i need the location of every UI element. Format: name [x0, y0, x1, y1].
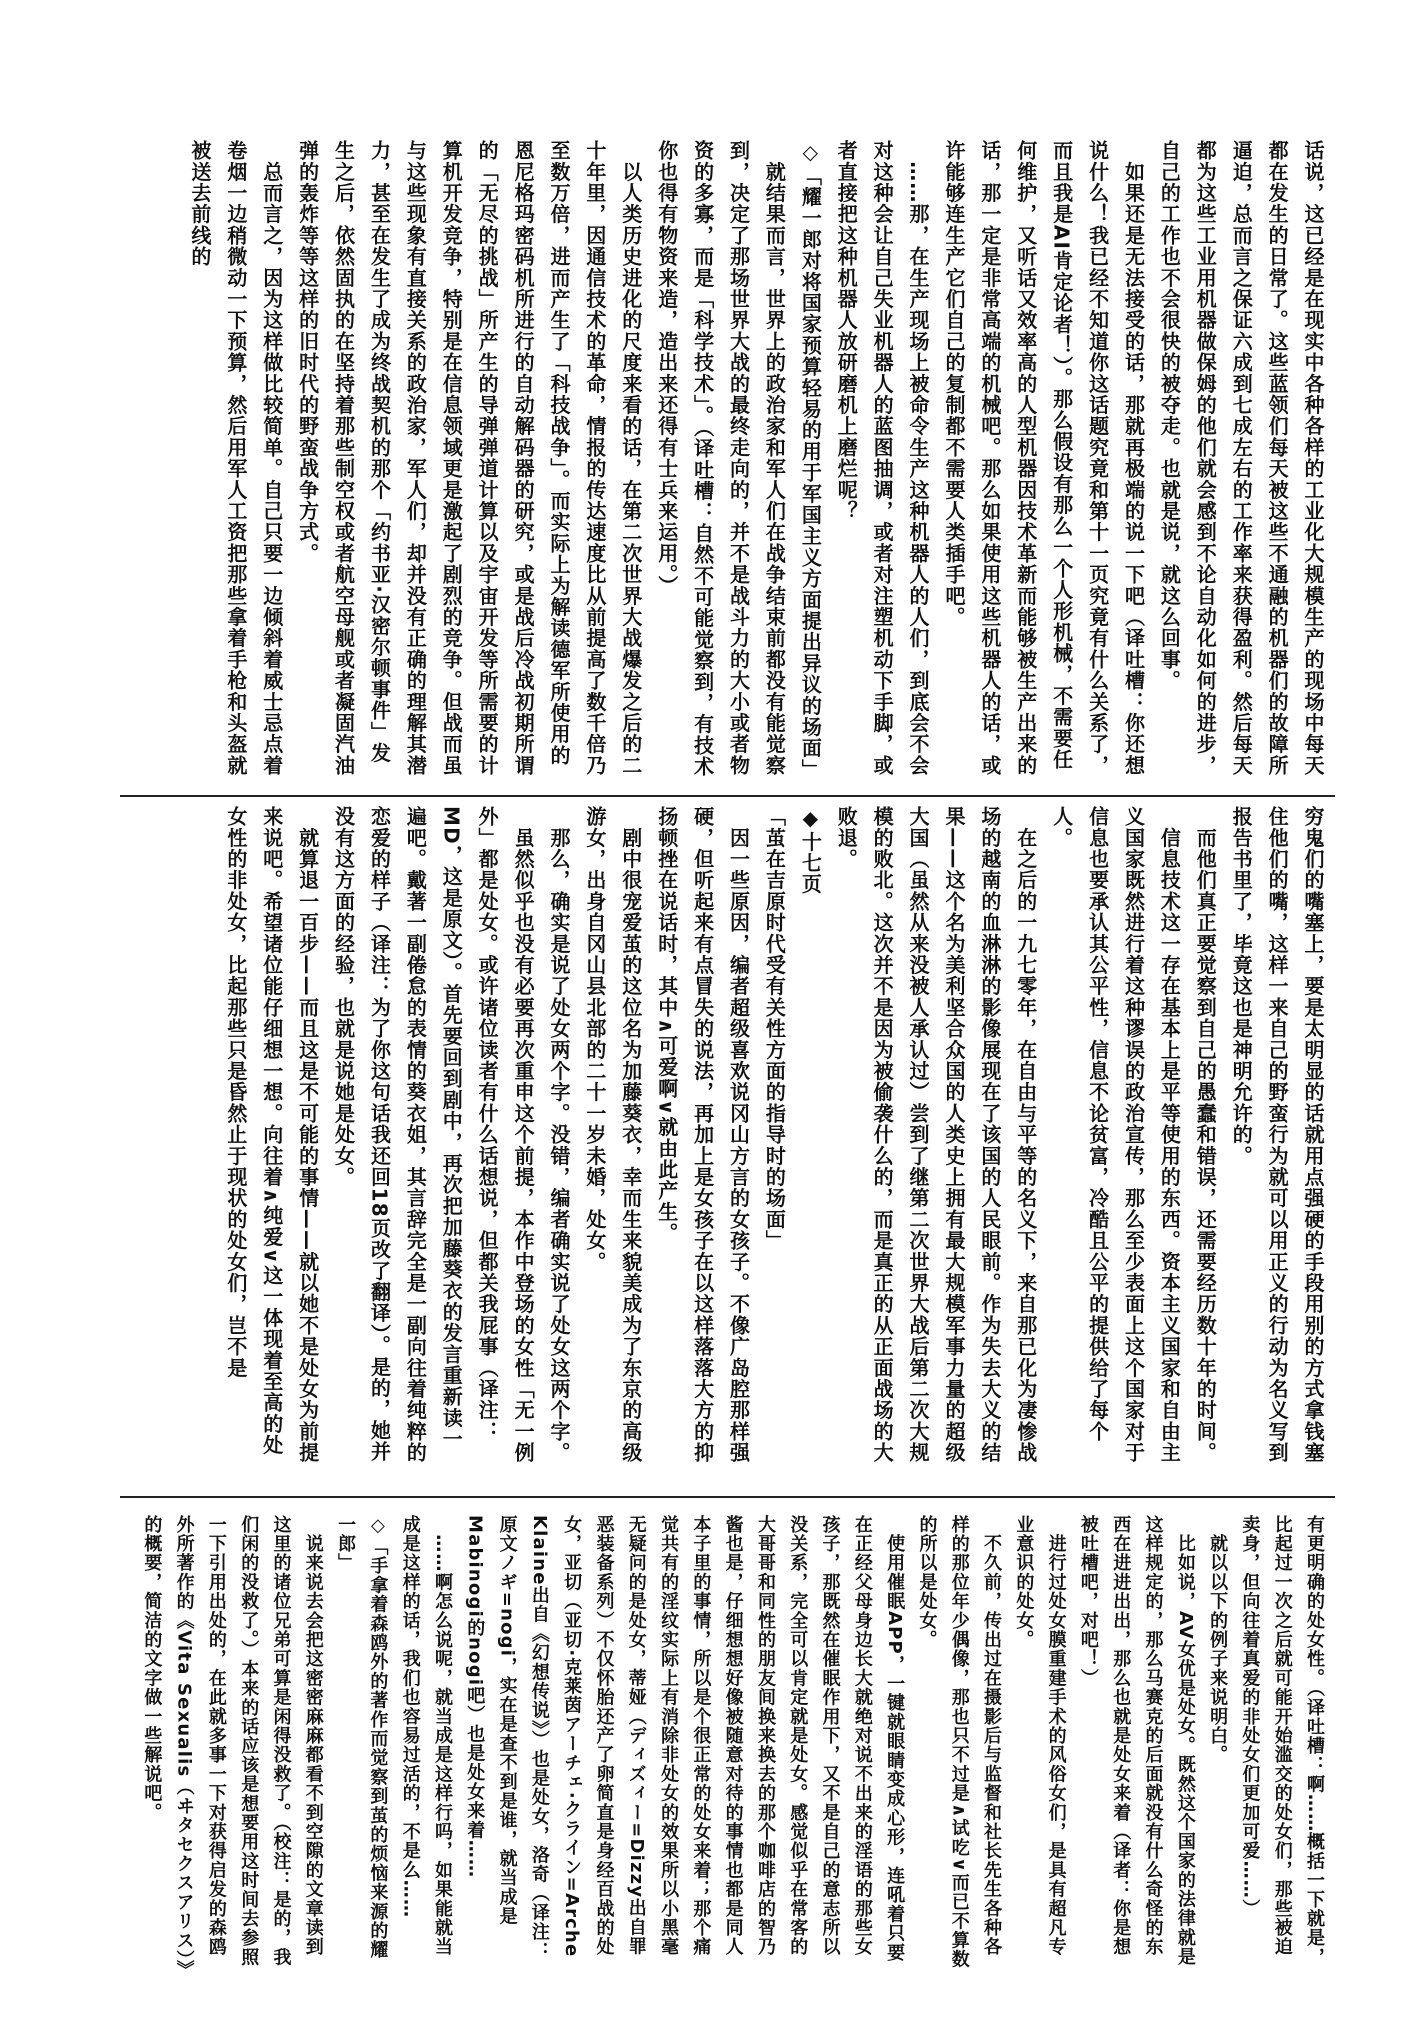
text-column-group-top: 话说，这已经是在现实中各种各样的工业化大规模生产的现场中每天都在发生的日常了。这些蓝领们每天被这些不通融的机器们的故障所逼迫，总而言之保证六成到七成左右的工作率来获得盈利。然后每天都为这些工业用机器做保姆的他们就会感到不论自动化如何的进步，自己的工作也不会很快的被夺走。也就是说，就这么回事。 如果还是无法接受的话，那就再极端的说一下吧（译吐槽：你还想说什么！我已经不知道你这话题究竟和第十一页究竟有什么关系了，而且我是AI肯定论者！）。那么假设有那么一个人形机械，不需要任何维护，又听话又效率高的人型机器因技术革新而能够被生产出来的话，那一定是非常高端的机械吧。那么如果使用这些机器人的话，或许能够连生产它们自己的复制都不需要人类插手吧。 ……那，在生产现场上被命令生产这种机器人的人们，到底会不会对这种会让自己失业机器人的蓝图抽调，或者对注塑机动下手脚，或者直接把这种机器人放研磨机上磨烂呢？ ◇「耀一郎对将国家预算轻易的用于军国主义方面提出异议的场面」 就结果而言，世界上的政治家和军人们在战争结束前都没有能觉察到，决定了那场世界大战的最终走向的，并不是战斗力的大小或者物资的多寡，而是「科学技术」。（译吐槽：自然不可能觉察到，有技术你也得有物资来造，造出来还得有士兵来运用。） 以人类历史进化的尺度来看的话，在第二次世界大战爆发之后的二十年里，因通信技术的革命，情报的传达速度比从前提高了数千倍乃至数万倍，进而产生了「科技战争」。而实际上为解读德军所使用的恩尼格玛密码机所进行的自动解码器的研究，或是战后冷战初期所谓的「无尽的挑战」所产生的导弹弹道计算以及宇宙开发等所需要的计算机开发竞争，特别是在信息领域更是激起了剧烈的竞争。但战而虽与这些现象有直接关系的政治家，军人们，却并没有正确的理解其潜力，甚至在发生了成为终战契机的那个「约书亚·汉密尔顿事件」发生之后，依然固执的在坚持着那些制空权或者航空母舰或者凝固汽油弹的轰炸等等这样的旧时代的野蛮战争方式。 总而言之，因为这样做比较简单。自己只要一边倾斜着威士忌点着卷烟一边稍微动一下预算，然后用军人工资把那些拿着手枪和头盔就被送去前线的 [187, 140, 1325, 780]
divider-rule-bottom [120, 1496, 1335, 1498]
text-block-top [130, 140, 1330, 780]
text-block-middle [130, 806, 1330, 1466]
text-column-group-middle: 穷鬼们的嘴塞上，要是太明显的话就用点强硬的手段用别的方式拿钱塞住他们的嘴，这样一来自己的野蛮行为就可以用正义的行动为名义写到报告书里了，毕竟这也是神明允许的。 而他们真正要觉察到自己的愚蠢和错误，还需要经历数十年的时间。 信息技术这一存在基本上是平等使用的东西。资本主义国家和自由主义国家既然进行着这种谬误的政治宣传，那么至少表面上这个国家对于信息也要承认其公平性，信息不论贫富，冷酷且公平的提供给了每个人。 在之后的一九七零年，在自由与平等的名义下，来自那已化为凄惨战场的越南的血淋淋的影像展现在了该国的人民眼前。作为失去大义的结果——这个名为美利坚合众国的人类史上拥有最大规模军事力量的超级大国（虽然从来没被人承认过）尝到了继第二次世界大战后第二次大规模的败北。这次并不是因为被偷袭什么的，而是真正的从正面战场的大败退。 ◆十七页 「茧在吉原时代受有关性方面的指导时的场面」 因一些原因，编者超级喜欢说冈山方言的女孩子。不像广岛腔那样强硬，但听起来有点冒失的说法，再加上是女孩子在以这样落落大方的抑扬顿挫在说话时，其中∧可爱啊∨就由此产生。 剧中很宠爱茧的这位名为加藤葵衣，幸而生来貌美成为了东京的高级游女，出身自冈山县北部的二十一岁未婚，处女。 那么，确实是说了处女两个字。没错，编者确实说了处女这两个字。 虽然似乎也没有必要再次重申这个前提，本作中登场的女性「无一例外」都是处女。或许诸位读者有什么话想说，但都关我屁事（译注：MD，这是原文）。首先要回到剧中，再次把加藤葵衣的发言重新读一遍吧。戴著一副倦怠的表情的葵衣姐，其言辞完全是一副向往着纯粹的恋爱的样子（译注：为了你这句话我还回18页改了翻译）。是的，她并没有这方面的经验，也就是说她是处女。 就算退一百步——而且这是不可能的事情——就以她不是处女为前提来说吧。希望诸位能仔细想一想。向往着∧纯爱∨这一体现着至高的处女性的非处女，比起那些只是昏然止于现状的处女们，岂不是 [223, 806, 1325, 1464]
text-column-group-bottom: 有更明确的处女性。（译吐槽：啊……概括一下就是，比起过一次之后就可能开始滥交的处女们，那些被迫卖身，但向往着真爱的非处女们更加可爱……） 就以以下的例子来说明白。 比如说，AV女优是处女。既然这个国家的法律就是这样规定的，那么马赛克的后面就没有什么奇怪的东西在进进出出，那么也就是处女来着（译者：你是想被吐槽吧，对吧！） 进行过处女膜重建手术的风俗女们，是具有超凡专业意识的处女。 不久前，传出过在摄影后与监督和社长先生各种各样的那位年少偶像，那也只不过是∧试吃∨而已不算数的所以是处女。 使用催眠APP，一键就眼睛变成心形，连吼着只要在正经父母身边长大就绝对说不出来的淫语的那些女孩子，那既然在催眠作用下，又不是自己的意志所以没关系，完全可以肯定就是处女。感觉似乎在常客的大哥哥和同性的朋友间换来换去的那个咖啡店的智乃酱也是，仔细想想好像被随意对待的事情也都是同人本子里的事情，所以是个很正常的处女来着；那个痛觉共有的淫纹实际上有消除非处女的效果所以小黑毫无疑问的是处女，蒂娅（ディズィー=Dizzy出自罪恶装备系列）不仅怀胎还产了卵简直是身经百战的处女，亚切（亚切·克莱茵アーチェ·クライン=Arche Klaine出自《幻想传说》）也是处女，洛奇（译注：原文ノギ=nogi，实在是查不到是谁，就当成是Mabinogi的nogi吧）也是处女来着…… ……啊怎么说呢，就当成是这样行吗，如果能就当成是这样的话，我们也容易过活的，不是么…… ◇「手拿着森鸥外的著作而觉察到茧的烦恼来源的耀一郎」 说来说去会把这密密麻麻都看不到空隙的文章读到这里的诸位兄弟可算是闲得没救了。（校注：是的，我们闲的没救了。）本来的话应该是想要用这时间去参照一下引用出处的，在此就多事一下对获得启发的森鸥外所著作的《Vita Sexualis（ヰタセクスアリス）》的概要，简洁的文字做一些解说吧。 [141, 1515, 1325, 1971]
text-block-bottom [130, 1515, 1330, 1975]
divider-rule-top [120, 795, 1335, 797]
